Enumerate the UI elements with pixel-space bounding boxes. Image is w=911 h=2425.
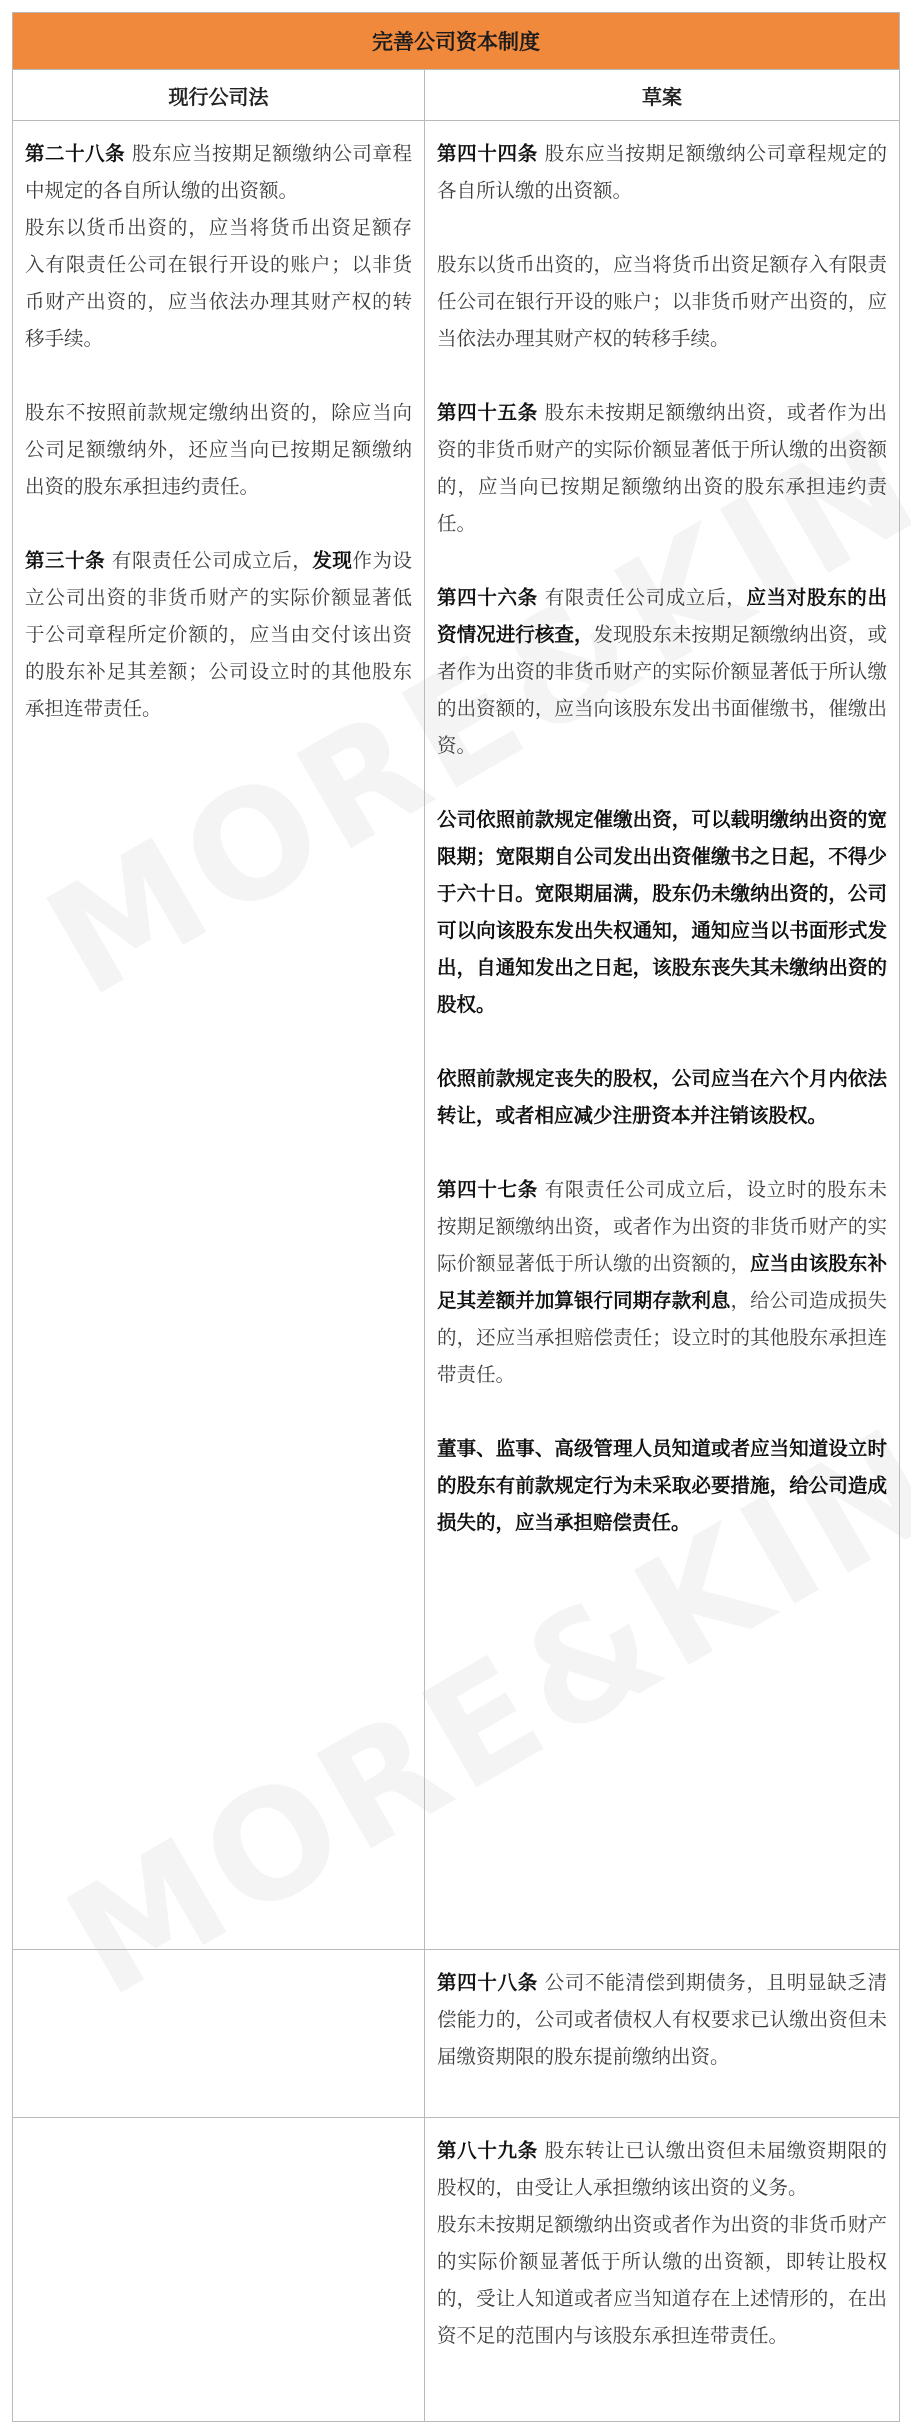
text: ，给公司造成损失的，还应当承担赔偿责任；设立时的其他股东承担连带责任。 bbox=[437, 1289, 887, 1386]
article-paragraph bbox=[25, 542, 412, 727]
text: 发现股东未按期足额缴纳出资，或者作为出资的非货币财产的实际价额显著低于所认缴的出资额的，应当向该股东发出书面催缴书，催缴出资。 bbox=[437, 623, 887, 757]
text: 股东以货币出资的，应当将货币出资足额存入有限责任公司在银行开设的账户；以非货币财产出资的，应当依法办理其财产权的转移手续。 bbox=[437, 253, 887, 350]
article-paragraph bbox=[25, 135, 412, 209]
text: 有限责任公司成立后，设立时的股东未按期足额缴纳出资，或者作为出资的非货币财产的实际价额显著低于所认缴的出资额的， bbox=[437, 1178, 887, 1275]
table-row bbox=[13, 2118, 900, 2422]
current-law-cell bbox=[13, 121, 425, 1950]
bold-text: 董事、监事、高级管理人员知道或者应当知道设立时的股东有前款规定行为未采取必要措施，给公司造成损失的，应当承担赔偿责任。 bbox=[437, 1437, 887, 1534]
column-header-current-law: 现行公司法 bbox=[13, 70, 425, 121]
text: 作为设立公司出资的非货币财产的实际价额显著低于公司章程所定价额的，应当由交付该出资的股东补足其差额；公司设立时的其他股东承担连带责任。 bbox=[25, 549, 412, 720]
article-paragraph bbox=[437, 1964, 887, 2075]
bold-text: 公司依照前款规定催缴出资，可以载明缴纳出资的宽限期；宽限期自公司发出出资催缴书之日起，不得少于六十日。宽限期届满，股东仍未缴纳出资的，公司可以向该股东发出失权通知，通知应当以书面形式发出，自通知发出之日起，该股东丧失其未缴纳出资的股权。 bbox=[437, 808, 887, 1016]
table-title: 完善公司资本制度 bbox=[13, 13, 900, 70]
comparison-table bbox=[12, 12, 900, 2422]
article-paragraph bbox=[437, 135, 887, 209]
text: 股东转让已认缴出资但未届缴资期限的股权的，由受让人承担缴纳该出资的义务。 bbox=[437, 2139, 887, 2199]
bold-text: 应当由该股东补足其差额并加算银行同期存款利息 bbox=[437, 1252, 887, 1312]
draft-cell bbox=[425, 2118, 900, 2422]
article-paragraph bbox=[437, 1430, 887, 1541]
article-paragraph bbox=[25, 209, 412, 357]
table-row bbox=[13, 121, 900, 1950]
current-law-cell bbox=[13, 1950, 425, 2118]
article-paragraph bbox=[437, 801, 887, 1023]
current-law-cell bbox=[13, 2118, 425, 2422]
text: 有限责任公司成立后， bbox=[105, 549, 313, 572]
bold-text: 应当对股东的出资情况进行核查， bbox=[437, 586, 887, 646]
article-paragraph bbox=[437, 1171, 887, 1393]
bold-text: 第二十八条 bbox=[25, 142, 126, 165]
bold-text: 第四十四条 bbox=[437, 142, 538, 165]
text: 股东未按期足额缴纳出资或者作为出资的非货币财产的实际价额显著低于所认缴的出资额，即转让股权的，受让人知道或者应当知道存在上述情形的，在出资不足的范围内与该股东承担连带责任。 bbox=[437, 2213, 887, 2347]
table-row bbox=[13, 1950, 900, 2118]
text: 股东以货币出资的，应当将货币出资足额存入有限责任公司在银行开设的账户；以非货币财产出资的，应当依法办理其财产权的转移手续。 bbox=[25, 216, 412, 350]
text: 股东应当按期足额缴纳公司章程中规定的各自所认缴的出资额。 bbox=[25, 142, 412, 202]
bold-text: 第八十九条 bbox=[437, 2139, 538, 2162]
article-paragraph bbox=[437, 2132, 887, 2206]
text: 股东应当按期足额缴纳公司章程规定的各自所认缴的出资额。 bbox=[437, 142, 887, 202]
bold-text: 发现 bbox=[312, 549, 353, 572]
bold-text: 依照前款规定丧失的股权，公司应当在六个月内依法转让，或者相应减少注册资本并注销该股权。 bbox=[437, 1067, 887, 1127]
bold-text: 第四十八条 bbox=[437, 1971, 538, 1994]
draft-cell bbox=[425, 1950, 900, 2118]
column-header-draft: 草案 bbox=[425, 70, 900, 121]
text: 股东未按期足额缴纳出资，或者作为出资的非货币财产的实际价额显著低于所认缴的出资额的，应当向已按期足额缴纳出资的股东承担违约责任。 bbox=[437, 401, 887, 535]
bold-text: 第四十五条 bbox=[437, 401, 538, 424]
article-paragraph bbox=[437, 394, 887, 542]
text: 公司不能清偿到期债务，且明显缺乏清偿能力的，公司或者债权人有权要求已认缴出资但未届缴资期限的股东提前缴纳出资。 bbox=[437, 1971, 887, 2068]
draft-cell bbox=[425, 121, 900, 1950]
text: 有限责任公司成立后， bbox=[537, 586, 747, 609]
article-paragraph bbox=[437, 2206, 887, 2354]
article-paragraph bbox=[25, 394, 412, 505]
bold-text: 第四十七条 bbox=[437, 1178, 538, 1201]
article-paragraph bbox=[437, 579, 887, 764]
bold-text: 第三十条 bbox=[25, 549, 106, 572]
article-paragraph bbox=[437, 1060, 887, 1134]
bold-text: 第四十六条 bbox=[437, 586, 538, 609]
article-paragraph bbox=[437, 246, 887, 357]
text: 股东不按照前款规定缴纳出资的，除应当向公司足额缴纳外，还应当向已按期足额缴纳出资的股东承担违约责任。 bbox=[25, 401, 412, 498]
